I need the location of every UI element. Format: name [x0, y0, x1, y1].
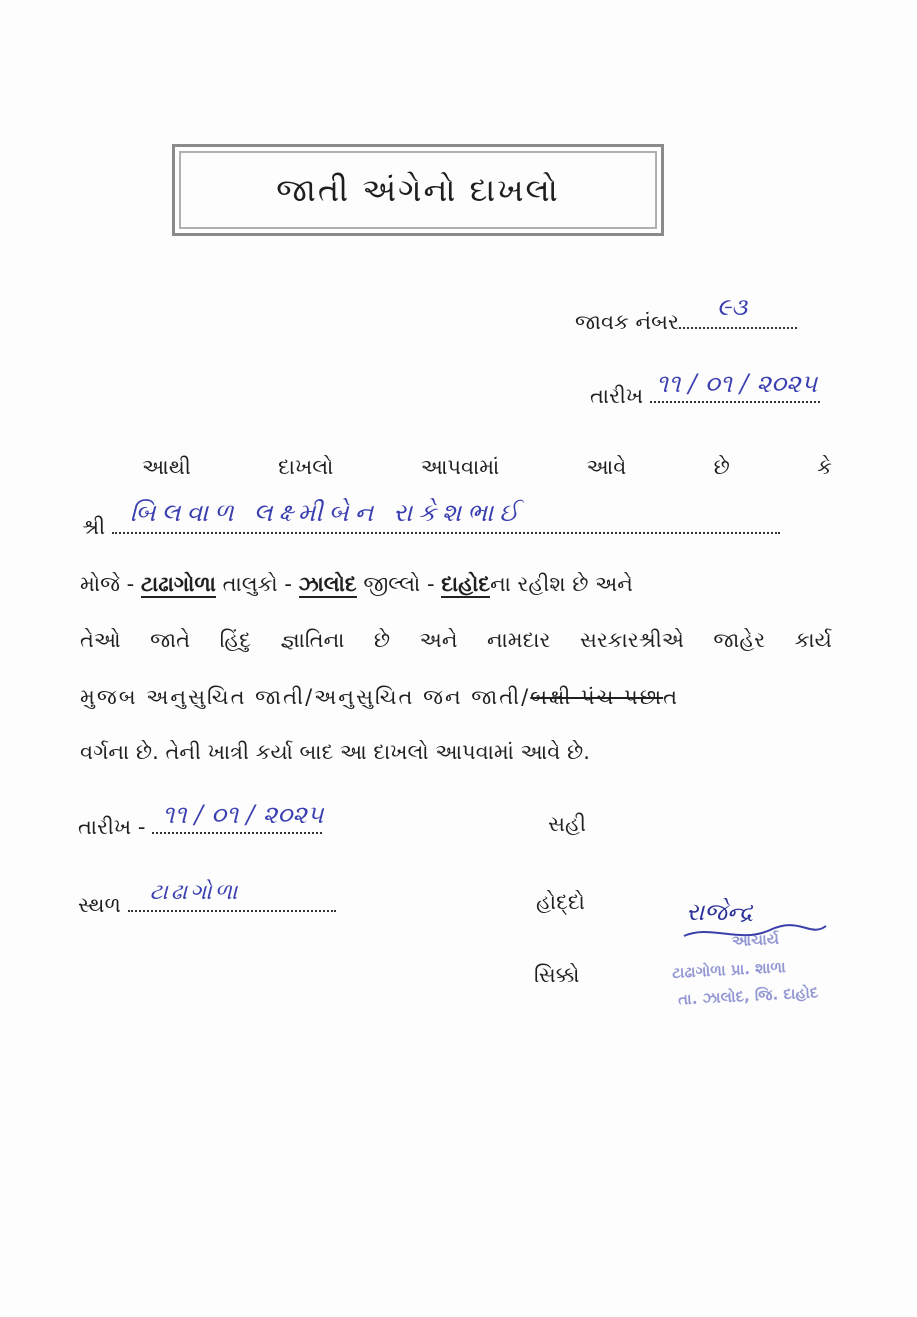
- stamp-line-2: ટાઢાગોળા પ્રા. શાળા: [671, 958, 787, 982]
- word: આવે: [586, 455, 627, 479]
- word: કાર્ય: [794, 628, 832, 652]
- category-text: મુજબ અનુસુચિત જાતી/અનુસુચિત જન જાતી/: [80, 685, 531, 709]
- word: આપવામાં: [420, 455, 500, 479]
- footer-date-row: [78, 800, 324, 840]
- district-name: દાહોદ: [441, 572, 491, 596]
- body-line-4: [80, 628, 832, 653]
- verification-text: વર્ગના છે. તેની ખાત્રી કર્યા બાદ આ દાખલો આપવામાં આવે છે.: [80, 740, 590, 764]
- taluka-name: ઝાલોદ: [298, 572, 357, 596]
- shri-label: શ્રી: [82, 515, 106, 539]
- top-date-label: તારીખ: [590, 384, 644, 408]
- footer-place-row: [78, 880, 336, 918]
- district-label: જીલ્લો -: [363, 572, 435, 596]
- footer-date-dots: [152, 800, 324, 834]
- word: તેઓ: [80, 628, 121, 652]
- footer-place-dots: [128, 880, 336, 912]
- word: હિંદુ: [219, 628, 252, 652]
- person-name: બિલવાળ લક્ષ્મીબેન રાકેશભાઈ: [129, 498, 525, 527]
- category-end-text: ત: [663, 685, 680, 709]
- word: છે: [713, 455, 730, 479]
- top-date-row: [590, 369, 820, 409]
- footer-place-label: સ્થળ: [78, 893, 121, 917]
- title-box: [172, 144, 664, 236]
- footer-date-value: ૧૧ / ૦૧ / ૨૦૨૫: [162, 800, 324, 829]
- word: દાખલો: [278, 455, 334, 479]
- mouje-label: મોજે -: [80, 572, 135, 596]
- outward-number-label: જાવક નંબર: [575, 310, 679, 334]
- seal-label: સિક્કો: [534, 963, 580, 987]
- word: જાહેર: [713, 628, 766, 652]
- word: નામદાર: [487, 628, 551, 652]
- top-date-dots: [650, 369, 820, 403]
- word: છે: [373, 628, 391, 652]
- signature: રાજેન્દ્ર: [686, 898, 754, 926]
- body-line-6: [80, 740, 590, 765]
- word: આથી: [142, 455, 191, 479]
- village-name: ટાઢાગોળા: [140, 572, 216, 596]
- word: જ્ઞાતિના: [280, 628, 345, 652]
- school-stamp: [668, 895, 848, 1015]
- body-line-3: [80, 572, 832, 597]
- word: અને: [419, 628, 458, 652]
- name-row: [82, 498, 780, 540]
- outward-number-dots: [679, 293, 797, 329]
- body-line-5: [80, 685, 840, 710]
- footer-place-value: ટાઢાગોળા: [149, 880, 241, 905]
- word: સરકારશ્રીએ: [579, 628, 684, 652]
- stamp-line-3: તા. ઝાલોદ, જિ. દાહોદ: [677, 983, 819, 1009]
- page-title: જાતી અંગેનો દાખલો: [276, 170, 560, 209]
- signature-label: સહી: [548, 812, 586, 836]
- word: કે: [817, 455, 832, 479]
- footer-date-label: તારીખ -: [78, 815, 146, 839]
- body-line-1: [142, 455, 832, 480]
- taluka-label: તાલુકો -: [222, 572, 292, 596]
- top-date-value: ૧૧ / ૦૧ / ૨૦૨૫: [655, 369, 818, 398]
- stamp-line-1: આચાર્ય: [731, 929, 780, 951]
- name-dots: [112, 498, 780, 534]
- residence-text: ના રહીશ છે અને: [490, 572, 633, 596]
- word: જાતે: [150, 628, 191, 652]
- struck-category-text: બક્ષી પંચ પછા: [530, 685, 664, 709]
- designation-label: હોદ્દો: [536, 890, 585, 914]
- outward-number-value: ૯૩: [716, 293, 748, 321]
- outward-number-row: [575, 293, 797, 335]
